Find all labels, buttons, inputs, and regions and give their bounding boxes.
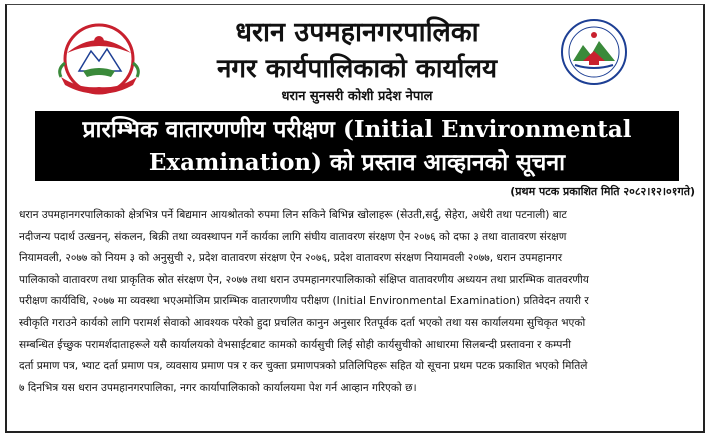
body-line: परीक्षण कार्यविधि, २०७७ मा व्यवस्था भएअमोजिम प्रारम्भिक वातारणणीय परीक्षण (Initial Environmental Examination) प्रतिवेदन तयारी र [19, 295, 589, 308]
office-name: नगर कार्यपालिकाको कार्यालय [216, 54, 498, 84]
body-line: ७ दिनभित्र यस धरान उपमहानगरपालिका, नगर कार्यापालिकाको कार्यालयमा पेश गर्न आव्हान गरिएको छ। [19, 381, 417, 394]
title-line-1: प्रारम्भिक वातारणणीय परीक्षण (Initial Environmental [82, 116, 632, 143]
body-line: नियामवली, २०७७ को नियम ३ को अनुसुची २, प्रदेश वातावरण संरक्षण ऐन २०७६, प्रदेश वातावरण संरक्षण नियामवली २०७७, धरान उपमहानगर [19, 252, 563, 265]
office-address: धरान सुनसरी कोशी प्रदेश नेपाल [281, 89, 433, 104]
body-line: नदीजन्य पदार्थ उत्खनन्, संकलन, बिक्री तथा व्यवस्थापन गर्ने कार्यका लागि संघीय वातावरण संरक्षण ऐन २०७६ को दफा ३ तथा वातावरण संरक्षण [19, 230, 567, 243]
dharan-submetropolitan-logo-icon [559, 17, 629, 87]
org-name: धरान उपमहानगरपालिका [235, 17, 479, 48]
body-line: पालिकाको वातावरण तथा प्राकृतिक स्रोत संरक्षण ऐन, २०७७ तथा धरान उपमहानगरपालिकाको संक्षिप्त वातावरणीय अध्ययन तथा प्रारम्भिक वातवरणीय [19, 273, 589, 286]
nepal-government-emblem-icon [49, 19, 149, 97]
notice-title-bar [35, 111, 679, 181]
body-line: स्वीकृति गराउने कार्यको लागि परामर्श सेवाको आवश्यक परेको हुदा प्रचलित कानुन अनुसार रितपूर्वक दर्ता भएको तथा यस कार्यालयमा सुचिकृत भएको [19, 316, 586, 329]
title-line-2: Examination) को प्रस्ताव आव्हानको सूचना [148, 149, 566, 176]
public-notice [5, 4, 705, 433]
body-line: दर्ता प्रमाण पत्र, भ्याट दर्ता प्रमाण पत्र, व्यवसाय प्रमाण पत्र र कर चुक्ता प्रमाणपत्रको प्रतिलिपिहरू सहित यो सूचना प्रथम पटक प्रकाशित भएको मितिले [19, 360, 588, 373]
body-line: सम्बन्धित ईच्छुक परामर्शदाताहरूले यसै कार्यालयको वेभसाईटबाट कामको कार्यसुची लिई सोही कार्यसुचीको आधारमा सिलबन्दी प्रस्तावना र कम्पनी [19, 338, 571, 351]
publication-date-note: (प्रथम पटक प्रकाशित मिति २०८२।१२।०१गते) [510, 185, 695, 198]
notice-header [7, 5, 703, 109]
body-line: धरान उपमहानगरपालिकाको क्षेत्रभित्र पर्ने बिद्यमान आयश्रोतको रुपमा लिन सकिने बिभिन्न खोलाहरू (सेउती,सर्दु, सेहेरा, अधेरी तथा पटनाली) बाट [19, 209, 567, 221]
notice-body [19, 205, 695, 399]
